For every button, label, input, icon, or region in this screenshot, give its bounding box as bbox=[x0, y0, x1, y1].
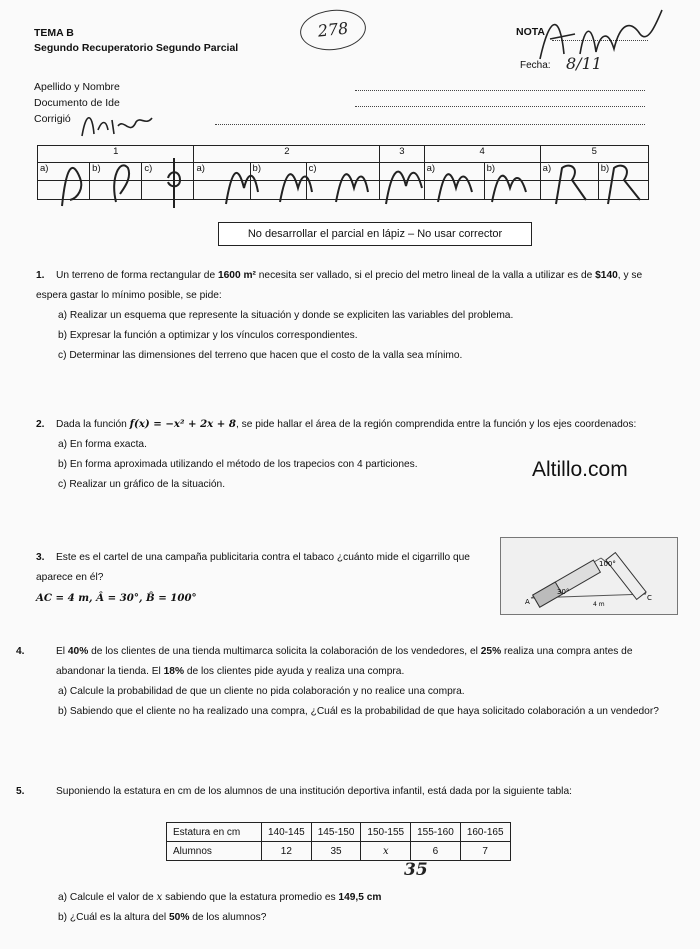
height-table-header-label: Estatura en cm bbox=[167, 823, 262, 842]
corrector-signature bbox=[78, 108, 158, 142]
q4-text-b: de los clientes de una tienda multimarca solicita la colaboración de los vendedores, el bbox=[88, 646, 481, 657]
height-table-header-row bbox=[167, 823, 511, 842]
grade-cell: b) bbox=[250, 163, 306, 181]
q1-text-a: Un terreno de forma rectangular de bbox=[56, 270, 218, 281]
grade-cell: c) bbox=[306, 163, 380, 181]
q5-item-a-pre: a) Calcule el valor de bbox=[58, 892, 157, 903]
grade-cell: a) bbox=[194, 163, 250, 181]
q4-text-a: El bbox=[56, 646, 68, 657]
q1-item-c: c) Determinar las dimensiones del terreno que hacen que el costo de la valla sea mínimo. bbox=[58, 350, 463, 361]
grade-cell: a) bbox=[38, 163, 90, 181]
student-count-cell-x: x bbox=[361, 842, 411, 861]
cigarette-icon bbox=[501, 538, 677, 614]
question-4 bbox=[16, 642, 670, 722]
q5-item-b bbox=[36, 908, 670, 928]
notice-box: No desarrollar el parcial en lápiz – No usar corrector bbox=[218, 222, 532, 246]
q4-text-c: realiza una compra antes de abandonar la tienda. El bbox=[56, 646, 633, 677]
exam-tema: TEMA B bbox=[34, 27, 74, 39]
field-doc-line bbox=[355, 106, 645, 107]
grade-q3-header: 3 bbox=[380, 146, 424, 163]
q5-text: Suponiendo la estatura en cm de los alumnos de una institución deportiva infantil, está dada por la siguiente tabla: bbox=[56, 786, 572, 797]
q2-item-a: a) En forma exacta. bbox=[58, 439, 147, 450]
q1-item-b: b) Expresar la función a optimizar y los vínculos correspondientes. bbox=[58, 330, 358, 341]
height-range-cell: 150-155 bbox=[361, 823, 411, 842]
grade-cell: b) bbox=[90, 163, 142, 181]
fig-label-length: 4 m bbox=[593, 601, 605, 608]
cigarette-figure bbox=[500, 537, 678, 615]
q5-item-a-var: x bbox=[156, 892, 163, 903]
question-5-items bbox=[36, 888, 670, 928]
q3-text: Este es el cartel de una campaña publicitaria contra el tabaco ¿cuánto mide el cigarrillo que aparece en él? bbox=[36, 552, 470, 583]
q1-text-b: necesita ser vallado, si el precio del metro lineal de la valla a utilizar es de bbox=[255, 270, 596, 281]
student-count-cell: 35 bbox=[311, 842, 361, 861]
grade-q2-header: 2 bbox=[194, 146, 380, 163]
question-number: 2. bbox=[36, 419, 45, 430]
fecha-value: 8/11 bbox=[566, 54, 602, 73]
q4-p2: 25% bbox=[480, 646, 502, 657]
student-count-cell: 12 bbox=[262, 842, 312, 861]
q5-item-a bbox=[36, 888, 670, 908]
question-2 bbox=[36, 414, 670, 495]
height-range-cell: 155-160 bbox=[411, 823, 461, 842]
q2-item-c: c) Realizar un gráfico de la situación. bbox=[58, 479, 226, 490]
field-doc-label: Documento de Ide bbox=[34, 97, 120, 109]
q1-item-a: a) Realizar un esquema que represente la situación y donde se expliciten las variables del problema. bbox=[58, 310, 514, 321]
question-5 bbox=[16, 782, 670, 802]
height-range-cell: 140-145 bbox=[262, 823, 312, 842]
height-range-cell: 160-165 bbox=[460, 823, 510, 842]
q4-p3: 18% bbox=[163, 666, 185, 677]
grade-cell: a) bbox=[540, 163, 598, 181]
q2-text-a: Dada la función bbox=[56, 419, 130, 430]
q4-p1: 40% bbox=[67, 646, 89, 657]
grade-cell: b) bbox=[598, 163, 648, 181]
fig-label-point-a: A bbox=[525, 598, 530, 606]
question-1 bbox=[36, 266, 670, 366]
watermark: Altillo.com bbox=[532, 458, 628, 481]
field-name-line bbox=[355, 90, 645, 91]
q1-price: $140 bbox=[595, 270, 618, 281]
grade-cell: c) bbox=[142, 163, 194, 181]
field-corrigio-label: Corrigió bbox=[34, 113, 71, 125]
height-table-row-label: Alumnos bbox=[167, 842, 262, 861]
grade-q4-header: 4 bbox=[424, 146, 540, 163]
question-number: 4. bbox=[16, 646, 25, 657]
question-3 bbox=[36, 548, 488, 608]
question-number: 3. bbox=[36, 552, 45, 563]
height-table-count-row bbox=[167, 842, 511, 861]
fig-label-point-c: C bbox=[647, 594, 652, 602]
fig-label-angle-b: 100° bbox=[599, 560, 616, 568]
handwritten-answer-x: 35 bbox=[404, 860, 428, 880]
q4-item-a: a) Calcule la probabilidad de que un cliente no pida colaboración y no realice una compra. bbox=[58, 686, 465, 697]
q5-item-b-val: 50% bbox=[168, 912, 190, 923]
grade-handwritten-marks bbox=[40, 148, 660, 218]
q5-item-a-mid: sabiendo que la estatura promedio es bbox=[162, 892, 339, 903]
height-table bbox=[166, 822, 511, 861]
question-number: 1. bbox=[36, 270, 45, 281]
q2-function: f(x) = −x² + 2x + 8 bbox=[129, 418, 236, 430]
q1-area: 1600 m² bbox=[217, 270, 256, 281]
q5-item-a-val: 149,5 cm bbox=[338, 892, 382, 903]
field-corrigio-line bbox=[215, 124, 645, 125]
q4-text-d: de los clientes pide ayuda y realiza una compra. bbox=[184, 666, 405, 677]
q2-text-b: , se pide hallar el área de la región comprendida entre la función y los ejes coordenados: bbox=[235, 419, 637, 430]
q2-item-b: b) En forma aproximada utilizando el método de los trapecios con 4 particiones. bbox=[58, 459, 418, 470]
grade-cell: a) bbox=[424, 163, 484, 181]
exam-title bbox=[34, 26, 238, 56]
height-range-cell: 145-150 bbox=[311, 823, 361, 842]
student-count-cell: 7 bbox=[460, 842, 510, 861]
field-name-label: Apellido y Nombre bbox=[34, 81, 120, 93]
nota-label: NOTA bbox=[516, 26, 545, 38]
exam-number-circle: 278 bbox=[298, 7, 368, 54]
grade-q5-header: 5 bbox=[540, 146, 648, 163]
grade-cell: b) bbox=[484, 163, 540, 181]
q5-item-b-post: de los alumnos? bbox=[189, 912, 267, 923]
exam-subtitle: Segundo Recuperatorio Segundo Parcial bbox=[34, 42, 239, 54]
q1-text-c: , y se espera gastar lo mínimo posible, se pide: bbox=[36, 270, 643, 301]
q3-data: AC = 4 m, Â = 30°, B̂ = 100° bbox=[36, 592, 197, 604]
fig-label-angle-a: 30° bbox=[557, 588, 570, 596]
fecha-label: Fecha: bbox=[520, 60, 551, 71]
q4-item-b: b) Sabiendo que el cliente no ha realizado una compra, ¿Cuál es la probabilidad de que haya solicitado colaboración a un vendedor? bbox=[58, 706, 659, 717]
student-count-cell: 6 bbox=[411, 842, 461, 861]
question-number: 5. bbox=[16, 786, 25, 797]
q5-item-b-pre: b) ¿Cuál es la altura del bbox=[58, 912, 169, 923]
grade-q1-header: 1 bbox=[38, 146, 194, 163]
